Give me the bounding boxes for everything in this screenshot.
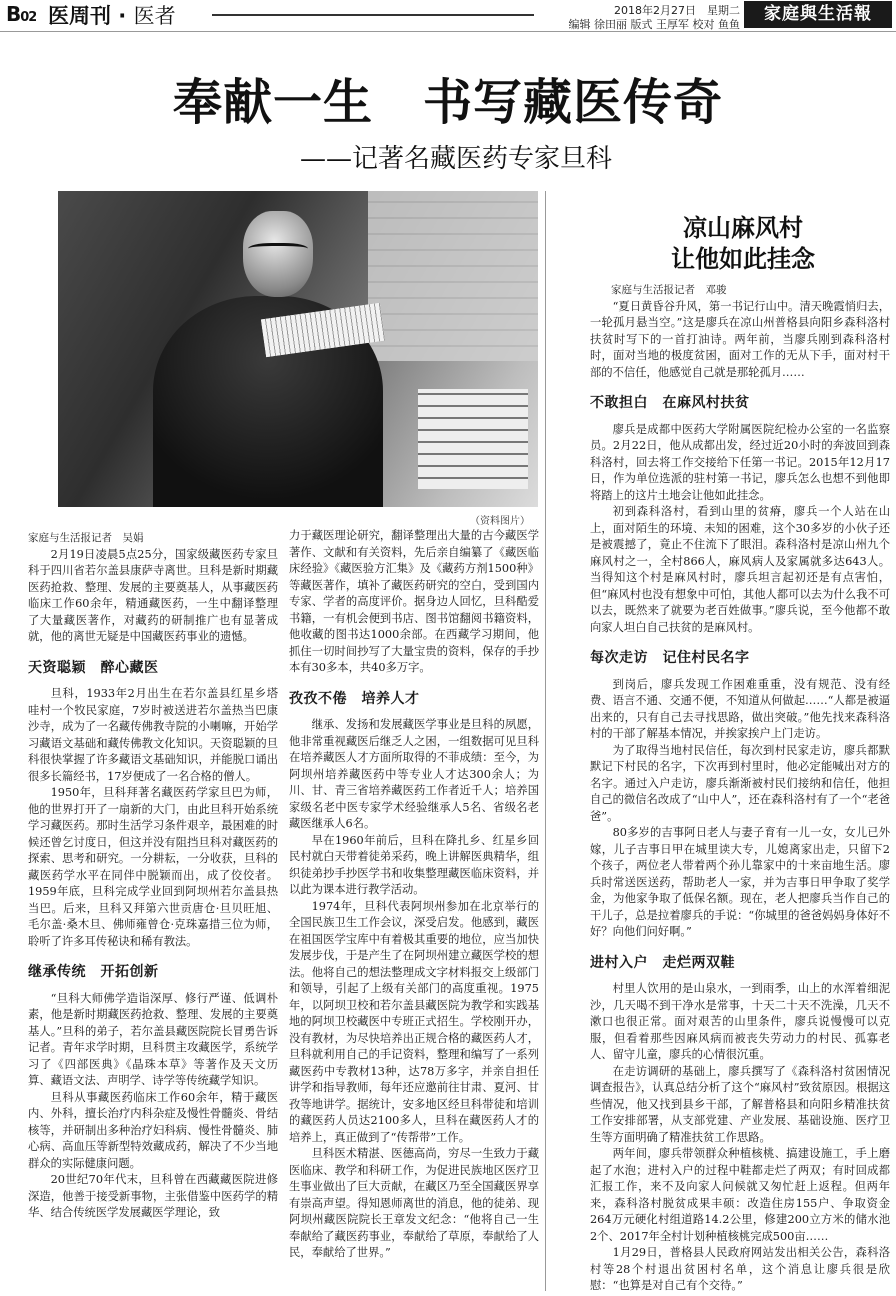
side-headline: 凉山麻风村 让他如此挂念	[671, 213, 815, 273]
article-photo	[58, 191, 538, 507]
paragraph: 旦科医术精湛、医德高尚，穷尽一生致力于藏医临床、教学和科研工作，为促进民族地区医疗卫生事业做出了巨大贡献，在藏区乃至全国藏医界享有崇高声望。得知恩师离世的消息，他的徒弟、现阿坝州藏医院院长王章发文纪念：“他将自己一生奉献给了藏医药事业，奉献给了草原，奉献给了人民，奉献给了世界。”	[289, 1147, 539, 1259]
photo-wall	[368, 191, 538, 361]
paragraph: 1月29日，普格县人民政府网站发出相关公告，森科洛村等28个村退出贫困村名单，这个消息让廖兵很是欣慰：“也算是对自己有个交待。”	[590, 1246, 890, 1292]
paragraph: 2月19日凌晨5点25分，国家级藏医药专家旦科于四川省若尔盖县康萨寺离世。旦科是新时期藏医药抢救、整理、发展的主要奠基人，从事藏医药临床工作60余年，精通藏医药，一生中翻译整理了大量藏医著作，对藏药的研制推广也有显著成就，他的离世无疑是中国藏医药事业的遗憾。	[28, 547, 278, 643]
article-byline: 家庭与生活报记者 吴娟	[28, 532, 144, 544]
newspaper-logo: 家庭與生活報	[744, 1, 892, 28]
paragraph: 力于藏医理论研究，翻译整理出大量的古今藏医学著作、文献和有关资料，先后亲自编纂了《藏医临床经验》《藏医验方汇集》及《藏药方剂1500种》等藏医著作，填补了藏医药研究的空白，受到国内专家、学者的高度评价。据身边人回忆，旦科酷爱书籍，一有机会便到书店、图书馆翻阅书籍资料，他收藏的图书达1000余部。在西藏学习期间，他抓住一切时间抄写了大量宝贵的资料，保存的手抄本有30多本，共40多万字。	[289, 529, 539, 674]
paragraph: “夏日黄昏谷升风，第一书记行山中。清天晚霞悄归去，一轮孤月悬当空。”这是廖兵在凉山州普格县向阳乡森科洛村扶贫时写下的一首打油诗。两年前，当廖兵刚到森科洛村时，面对当地的极度贫困，面对工作的无从下手，面对村干部的不信任，他感觉自己就是那轮孤月……	[590, 299, 890, 379]
article-headline: 奉献一生 书写藏医传奇	[172, 73, 723, 131]
paragraph: 初到森科洛村，看到山里的贫瘠，廖兵一个人站在山上，面对陌生的环境、未知的困难，这个30多岁的小伙子还是被震撼了，竟止不住流下了眼泪。森科洛村是凉山州九个麻风村之一，全村866人，麻风病人及家属就多达643人。当得知这个村是麻风村时，廖兵坦言起初还是有点害怕，但“麻风村也没有想象中可怕，其他人都可以去为什么我不可以去，既然来了就要为老百姓做事。”廖兵说，至今他都不敢向家人坦白自己扶贫的是麻风村。	[590, 505, 890, 634]
paragraph: 廖兵是成都中医药大学附属医院纪检办公室的一名监察员。2月22日，他从成都出发，经过近20小时的奔波回到森科洛村，回去将工作交接给下任第一书记。2015年12月17日，作为单位选派的驻村第一书记，廖兵怎么也想不到他即将踏上的这片土地会让他如此挂念。	[590, 422, 890, 502]
subheading: 不敢担白 在麻风村扶贫	[590, 395, 750, 411]
subheading: 孜孜不倦 培养人才	[289, 690, 420, 707]
subheading: 进村入户 走烂两双鞋	[590, 954, 735, 971]
paragraph: 早在1960年前后，旦科在降扎乡、红星乡回民村就白天带着徒弟采药，晚上讲解医典精华，组织徒弟抄手抄医学书和收集整理藏医临床资料，并以此为课本进行教学活动。	[289, 833, 539, 896]
paragraph: 1950年，旦科拜著名藏医药学家旦巴为师，他的世界打开了一扇新的大门，由此旦科开始系统学习藏医药。那时生活学习条件艰辛，最困难的时候还曾乞讨度日，但这并没有阻挡旦科对藏医药的探索、思考和研究。一分耕耘，一分收获，旦科的藏医药学水平在同伴中脱颖而出，成了佼佼者。1959年底，旦科完成学业回到阿坝州若尔盖县热当巴。后来，旦科又拜第六世贡唐仓·旦贝旺旭、毛尔盖·桑木旦、佛师雍曾仓·克珠嘉措三位为师，聆听了许多耳传秘诀和稀有教法。	[28, 786, 278, 948]
photo-glasses	[248, 243, 308, 257]
subheading: 继承传统 开拓创新	[28, 964, 159, 980]
paragraph: 旦科从事藏医药临床工作60余年，精于藏医内、外科，擅长治疗内科杂症及慢性骨髓炎、骨结核等，并研制出多种治疗妇科病、慢性骨髓炎、肺心病、高血压等新型特效藏成药，解决了不少当地群众的实际健康问题。	[28, 1090, 278, 1170]
paragraph: “旦科大师佛学造诣深厚、修行严谨、低调朴素，他是新时期藏医药抢救、整理、发展的主要奠基人。”旦科的弟子，若尔盖县藏医院院长冒勇告诉记者。青年求学时期，旦科贯主攻藏医学，系统学习了《四部医典》《晶珠本草》等著作及天文历算、藏语文法、声明学、诗学等传统藏学知识。	[28, 991, 278, 1087]
paragraph: 到岗后，廖兵发现工作困难重重，没有规范、没有经费、语言不通、交通不便，不知道从何做起……“人都是被逼出来的，只有自己去寻找思路，做出突破。”他先找来森科洛村的干部了解基本情况，并挨家挨户上门走访。	[590, 677, 890, 740]
paragraph: 村里人饮用的是山泉水，一到雨季，山上的水浑着细泥沙，几天喝不到干净水是常事，十天二十天不洗澡，几天不漱口也很正常。面对艰苦的山里条件，廖兵说慢慢可以克服，但看着那些因麻风病而被丧失劳动力的村民、孤寡老人、留守儿童，廖兵的心情很沉重。	[590, 982, 890, 1061]
side-byline: 家庭与生活报记者 邓骏	[611, 284, 727, 296]
paragraph: 两年间，廖兵带领群众种植核桃、搞建设施工，手上磨起了水泡；进村入户的过程中鞋都走烂了两双；有时回成都汇报工作，来不及向家人问候就又匆忙赶上返程。但两年来，森科洛村脱贫成果丰硕：改造住房155户、争取资金264万元硬化村组道路14.2公里，修建200立方米的储水池2个、2017年全村计划种植核桃完成500亩……	[590, 1147, 890, 1243]
paragraph: 80多岁的吉事阿日老人与妻子育有一儿一女，女儿已外嫁，儿子吉事日甲在城里读大专，儿媳离家出走，只留下2个孩子，两位老人带着两个孙儿靠家中的十来亩地生活。廖兵时常送医送药，帮助老人一家，并为吉事日甲争取了奖学金，为他家争取了低保名额。现在，老人把廖兵当作自己的干儿子，总是拉着廖兵的手说：“你城里的爸爸妈妈身体好不好？向他们问好啊。”	[590, 826, 890, 938]
page-code: B02	[6, 2, 37, 26]
column-divider-main	[545, 191, 546, 1291]
subheading: 天资聪颖 醉心藏医	[28, 659, 159, 676]
subheading: 每次走访 记住村民名字	[590, 650, 750, 666]
section-masthead: 医周刊 · 医者	[48, 4, 176, 28]
photo-books	[418, 389, 528, 489]
side-article	[590, 282, 890, 1296]
paragraph: 继承、发扬和发展藏医学事业是旦科的夙愿，他非常重视藏医后继乏人之困，一组数据可见旦科在培养藏医人才方面所取得的不菲成绩：至今，为阿坝州培养藏医药中等专业人才达300余人；为川、甘、青三省培养藏医药工作者近千人；培养国家级名老中医专家学术经验继承人5名、省级名老藏医继承人6名。	[289, 718, 539, 830]
dateline: 2018年2月27日 星期二	[614, 4, 740, 17]
editor-credits: 编辑 徐田丽 版式 王厚军 校对 鱼鱼	[568, 18, 740, 31]
top-divider	[0, 31, 896, 32]
article-subtitle: ——记著名藏医药专家旦科	[300, 144, 613, 174]
photo-caption: （资料图片）	[470, 516, 530, 527]
paragraph: 1974年，旦科代表阿坝州参加在北京举行的全国民族卫生工作会议，深受启发。他感到，藏医在祖国医学宝库中有着极其重要的地位，应当加快发展步伐，于是产生了在阿坝州建立藏医学校的想法。他将自己的想法整理成文字材料报交上级部门和领导，引起了上级有关部门的高度重视。1975年，以阿坝卫校和若尔盖县藏医院为教学和实践基地的阿坝卫校藏医中专班正式招生。学校刚开办，没有教材，为尽快培养出正规合格的藏医药人才，旦科就利用自己的手记资料，整理和编写了一系列藏医药中专教材13种，达78万多字，并亲自担任讲学和指导教师，每年还应邀前往甘肃、夏河、甘孜等地讲学。据统计，安多地区经旦科带徒和培训的藏医药人员达2100多人，旦科在藏医药人才的培养上，真正做到了“传帮带”工作。	[289, 899, 539, 1144]
paragraph: 旦科，1933年2月出生在若尔盖县红星乡塔哇村一个牧民家庭，7岁时被送进若尔盖热当巴康沙寺，成为了一名藏传佛教寺院的小喇嘛，开始学习藏语文基础和藏传佛教文化知识。天资聪颖的旦科很快掌握了许多藏语文基础知识，并能脱口诵出很多长篇经书，17岁便成了一名合格的僧人。	[28, 687, 278, 783]
article-column-2	[289, 528, 539, 1296]
paragraph: 为了取得当地村民信任，每次到村民家走访，廖兵都默默记下村民的名字，下次再到村里时，他必定能喊出对方的名字。通过入户走访，廖兵渐渐被村民们接纳和信任，他担自己的微信名改成了“山中人”，还在森科洛村有了一个“老爸爸”。	[590, 743, 890, 823]
masthead-rule	[212, 14, 534, 16]
article-column-1	[28, 530, 278, 1296]
paragraph: 在走访调研的基础上，廖兵撰写了《森科洛村贫困情况调查报告》，认真总结分析了这个“麻风村”致贫原因。根据这些情况，他又找到县乡干部，了解普格县和向阳乡精准扶贫工作安排部署，从支部党建、产业发展、基础设施、医疗卫生等方面明确了精准扶贫工作思路。	[590, 1064, 890, 1144]
paragraph: 20世纪70年代末，旦科曾在西藏藏医院进修深造，他善于接受新事物，主张借鉴中医药学的精华、结合传统医学发展藏医学理论，致	[28, 1173, 278, 1219]
